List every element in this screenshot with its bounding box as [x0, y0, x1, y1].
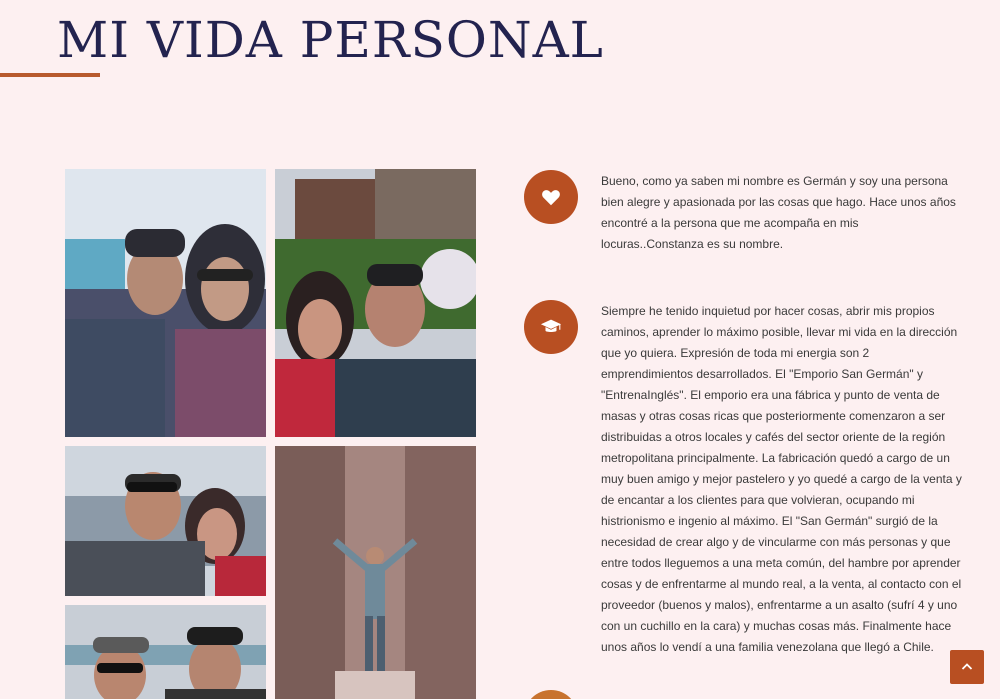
title-underline: [0, 73, 100, 77]
graduation-cap-icon: [540, 316, 562, 338]
feature-text-personal: Bueno, como ya saben mi nombre es Germán y soy una persona bien alegre y apasionada por las cosas que hago. Hace unos años encontré a la persona que me acompaña en mis locuras..Constanza es su nombre.: [601, 174, 956, 251]
graduation-cap-icon-circle: [524, 300, 578, 354]
selfie-couple-boat-photo[interactable]: [65, 605, 266, 699]
scroll-top-button[interactable]: [950, 650, 984, 684]
heart-icon-circle: [524, 170, 578, 224]
selfie-couple-snow-photo[interactable]: [65, 169, 266, 437]
selfie-couple-hotel-photo[interactable]: [275, 169, 476, 437]
chevron-up-icon: [961, 661, 973, 673]
man-in-canyon-photo[interactable]: [275, 446, 476, 699]
heart-icon: [540, 186, 562, 208]
selfie-couple-lake-photo[interactable]: [65, 446, 266, 596]
feature-text-entrepreneurship: Siempre he tenido inquietud por hacer cosas, abrir mis propios caminos, aprender lo máximo posible, llevar mi vida en la dirección que yo quiera. Expresión de toda mi energia son 2 emprendimientos desarrollados. El "Emporio San Germán" y "EntrenaInglés". El emporio era una fábrica y punto de venta de masas y otras cosas ricas que posteriormente comenzaron a ser distribuidas a otros locales y cafés del sector oriente de la región metropolitana principalmente. La fabricación quedó a cargo de un muy buen amigo y mejor pastelero y yo quedé a cargo de la venta y de encantar a los clientes para que volvieran, ocupando mi histrionismo e ingenio al máximo. El "San Germán" surgió de la necesidad de crear algo y de vincularme con más personas y que entre todos lleguemos a una meta común, del hambre por aprender cosas y de enfrentarme al mundo real, a la venta, al contacto con el proveedor (buenos y malos), enfrentarme a un asalto (sufrí 4 y uno con un cuchillo en la cara) y muchas cosas más. Finalmente hace unos años lo vendí a una familia venezolana que llegó a Chile.: [601, 304, 962, 654]
next-feature-icon: [524, 690, 578, 699]
page-title: MI VIDA PERSONAL: [57, 11, 604, 69]
